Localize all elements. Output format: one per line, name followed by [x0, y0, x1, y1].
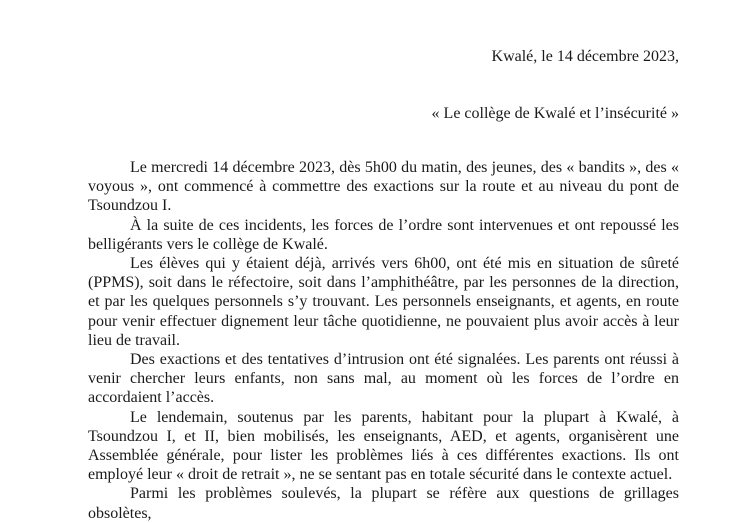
dateline: Kwalé, le 14 décembre 2023,: [491, 48, 679, 65]
paragraph-3: Les élèves qui y étaient déjà, arrivés vers 6h00, ont été mis en situation de sûreté (PPMS), soit dans le réfectoire, soit dans l’amphithéâtre, par les personnes de la direction, et par les quelques personnels s’y trouvant. Les personnels enseignants, et agents, en route pour venir effectuer dignement leur tâche quotidienne, ne pouvaient plus avoir accès à leur lieu de travail.: [88, 255, 679, 349]
paragraph-5: Le lendemain, soutenus par les parents, habitant pour la plupart à Kwalé, à Tsoundzou I, et II, bien mobilisés, les enseignants, AED, et agents, organisèrent une Assemblée générale, pour lister les problèmes liés à ces différentes exactions. Ils ont employé leur « droit de retrait », ne se sentant pas en totale sécurité dans le contexte actuel.: [88, 408, 679, 484]
paragraph-6: Parmi les problèmes soulevés, la plupart se réfère aux questions de grillages obsolètes,: [88, 485, 679, 522]
letter-body: [88, 158, 679, 523]
paragraph-1: Le mercredi 14 décembre 2023, dès 5h00 du matin, des jeunes, des « bandits », des « voyous », ont commencé à commettre des exactions sur la route et au niveau du pont de Tsoundzou I.: [88, 159, 679, 215]
paragraph-2: À la suite de ces incidents, les forces de l’ordre sont intervenues et ont repoussé les belligérants vers le collège de Kwalé.: [88, 216, 679, 253]
paragraph-4: Des exactions et des tentatives d’intrusion ont été signalées. Les parents ont réussi à venir chercher leurs enfants, non sans mal, au moment où les forces de l’ordre en accordaient l’accès.: [88, 351, 679, 407]
letter-title: « Le collège de Kwalé et l’insécurité »: [431, 105, 679, 122]
